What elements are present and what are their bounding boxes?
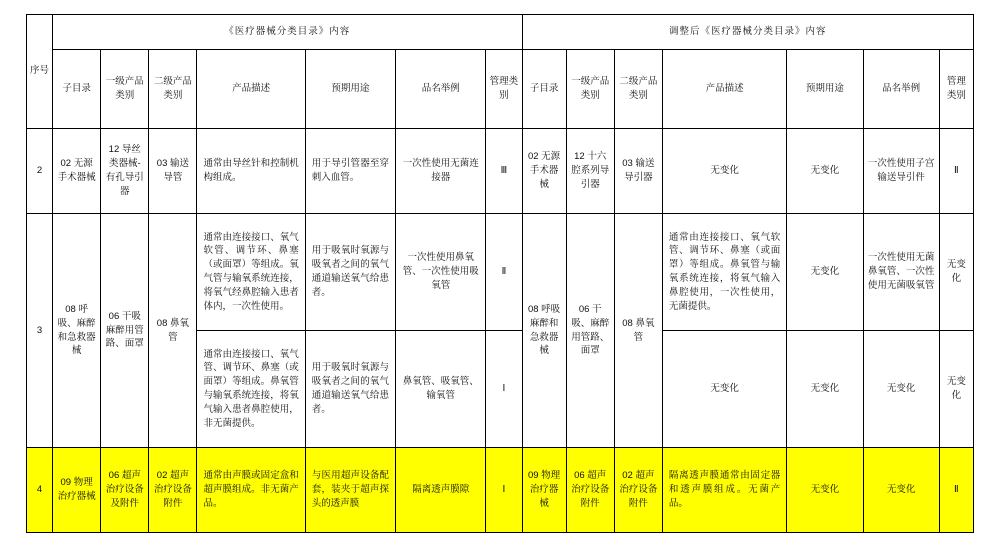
header-left-intended-use: 预期用途 — [305, 50, 395, 129]
medical-device-catalog-table — [26, 14, 974, 533]
header-left-example: 品名举例 — [396, 50, 486, 129]
cell-right-intended-use: 无变化 — [787, 129, 863, 214]
header-right-example: 品名举例 — [863, 50, 939, 129]
cell-left-cat2: 02 超声治疗设备附件 — [149, 448, 197, 533]
header-right-cat1: 一级产品类别 — [566, 50, 614, 129]
cell-right-cat2: 03 输送导引器 — [614, 129, 662, 214]
cell-right-example: 无变化 — [863, 448, 939, 533]
cell-left-cat1: 06 干吸麻醉用管路、面罩 — [101, 214, 149, 448]
cell-right-intended-use: 无变化 — [787, 214, 863, 331]
cell-left-example: 一次性使用鼻氧管、一次性使用吸氧管 — [396, 214, 486, 331]
cell-left-cat1: 12 导丝类器械-有孔导引器 — [101, 129, 149, 214]
cell-right-intended-use: 无变化 — [787, 331, 863, 448]
header-group-left: 《医疗器械分类目录》内容 — [53, 15, 522, 50]
cell-left-intended-use: 用于吸氧时氧源与吸氧者之间的氧气通道输送氧气给患者。 — [305, 331, 395, 448]
cell-right-sub-catalog: 09 物理治疗器械 — [522, 448, 566, 533]
cell-right-description: 隔离透声膜通常由固定器和透声膜组成。无菌产品。 — [662, 448, 786, 533]
cell-left-cat2: 08 鼻氧管 — [149, 214, 197, 448]
cell-right-cat2: 02 超声治疗设备附件 — [614, 448, 662, 533]
cell-right-example: 一次性使用子宫输送导引件 — [863, 129, 939, 214]
header-right-intended-use: 预期用途 — [787, 50, 863, 129]
header-right-sub-catalog: 子目录 — [522, 50, 566, 129]
cell-right-class: Ⅱ — [939, 448, 973, 533]
cell-left-description: 通常由连接接口、氧气管、调节环、鼻塞（或面罩）等组成。鼻氧管与输氧系统连接，将氧气输入患者鼻腔使用，非无菌提供。 — [197, 331, 305, 448]
cell-left-class: Ⅰ — [486, 331, 522, 448]
header-left-description: 产品描述 — [197, 50, 305, 129]
header-seq: 序号 — [27, 15, 53, 129]
cell-right-cat1: 06 超声治疗设备附件 — [566, 448, 614, 533]
cell-right-example: 无变化 — [863, 331, 939, 448]
cell-right-class: 无变化 — [939, 331, 973, 448]
table-header-group-row — [27, 15, 974, 50]
cell-left-intended-use: 与医用超声设备配套，装夹于超声探头的透声膜 — [305, 448, 395, 533]
cell-right-cat1: 06 干吸、麻醉用管路、面罩 — [566, 214, 614, 448]
cell-left-cat1: 06 超声治疗设备及附件 — [101, 448, 149, 533]
cell-left-sub-catalog: 09 物理治疗器械 — [53, 448, 101, 533]
table-row — [27, 129, 974, 214]
header-right-cat2: 二级产品类别 — [614, 50, 662, 129]
cell-left-example: 隔离透声膜隙 — [396, 448, 486, 533]
cell-right-description: 无变化 — [662, 129, 786, 214]
header-right-class: 管理类别 — [939, 50, 973, 129]
row-number: 2 — [27, 129, 53, 214]
cell-left-class: Ⅲ — [486, 129, 522, 214]
cell-left-description: 通常由导丝针和控制机构组成。 — [197, 129, 305, 214]
header-right-description: 产品描述 — [662, 50, 786, 129]
cell-right-intended-use: 无变化 — [787, 448, 863, 533]
cell-left-example: 鼻氧管、吸氧管、输氧管 — [396, 331, 486, 448]
cell-right-class: 无变化 — [939, 214, 973, 331]
cell-right-class: Ⅱ — [939, 129, 973, 214]
cell-left-intended-use: 用于吸氧时氧源与吸氧者之间的氧气通道输送氧气给患者。 — [305, 214, 395, 331]
cell-right-description: 无变化 — [662, 331, 786, 448]
table-header-col-row — [27, 50, 974, 129]
header-left-class: 管理类别 — [486, 50, 522, 129]
header-group-right: 调整后《医疗器械分类目录》内容 — [522, 15, 973, 50]
cell-left-intended-use: 用于导引管器至穿刺入血管。 — [305, 129, 395, 214]
cell-left-description: 通常由声膜或固定盒和超声膜组成。非无菌产品。 — [197, 448, 305, 533]
header-left-sub-catalog: 子目录 — [53, 50, 101, 129]
cell-right-sub-catalog: 08 呼吸麻醉和急救器械 — [522, 214, 566, 448]
cell-left-description: 通常由连接接口、氧气软管、调节环、鼻塞（或面罩）等组成。氧气管与输氧系统连接，将氧气经鼻腔输入患者体内，一次性使用。 — [197, 214, 305, 331]
cell-left-example: 一次性使用无菌连接器 — [396, 129, 486, 214]
cell-right-description: 通常由连接接口、氧气软管、调节环、鼻塞（或面罩）等组成。鼻氧管与输氧系统连接，将氧气输入鼻腔使用，一次性使用，无菌提供。 — [662, 214, 786, 331]
table-row — [27, 448, 974, 533]
cell-right-example: 一次性使用无菌鼻氧管、一次性使用无菌吸氧管 — [863, 214, 939, 331]
cell-left-sub-catalog: 08 呼吸、麻醉和急救器械 — [53, 214, 101, 448]
header-left-cat2: 二级产品类别 — [149, 50, 197, 129]
header-left-cat1: 一级产品类别 — [101, 50, 149, 129]
cell-right-sub-catalog: 02 无源手术器械 — [522, 129, 566, 214]
cell-left-cat2: 03 输送导管 — [149, 129, 197, 214]
table-row — [27, 214, 974, 331]
row-number: 3 — [27, 214, 53, 448]
cell-left-class: Ⅰ — [486, 448, 522, 533]
cell-right-cat2: 08 鼻氧管 — [614, 214, 662, 448]
cell-left-class: Ⅱ — [486, 214, 522, 331]
cell-right-cat1: 12 十六腔系列导引器 — [566, 129, 614, 214]
row-number: 4 — [27, 448, 53, 533]
cell-left-sub-catalog: 02 无源手术器械 — [53, 129, 101, 214]
